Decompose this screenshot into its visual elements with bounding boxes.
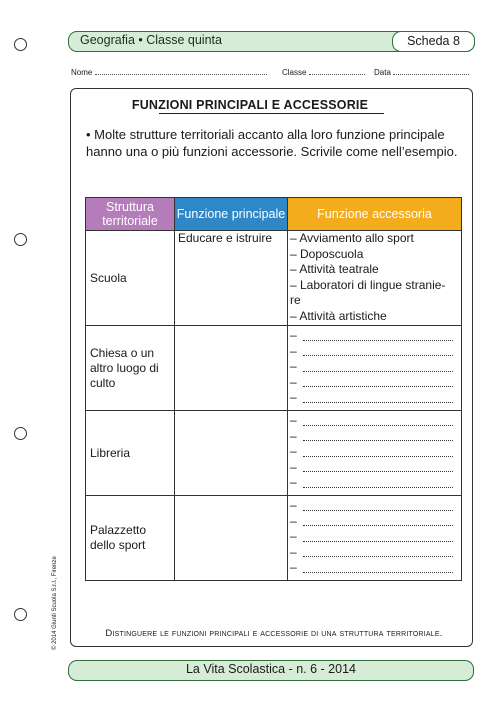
sheet-label: Scheda 8 <box>407 34 460 48</box>
dash-marker: – <box>290 390 297 405</box>
accessory-function-cell <box>288 231 462 326</box>
blank-answer-line[interactable] <box>288 475 461 491</box>
accessory-item: – Avviamento allo sport <box>290 231 414 245</box>
dash-marker: – <box>290 544 297 559</box>
dotted-blank[interactable] <box>303 392 453 403</box>
table-row <box>86 496 462 581</box>
copyright-notice: © 2014 Giunti Scuola S.r.l., Firenze <box>52 556 58 650</box>
blank-answer-line[interactable] <box>288 375 461 391</box>
date-label: Data <box>374 68 391 77</box>
dotted-blank[interactable] <box>303 546 453 557</box>
header-main-function: Funzione principale <box>175 198 288 231</box>
dash-marker: – <box>290 475 297 490</box>
date-blank[interactable] <box>393 67 469 75</box>
dash-marker: – <box>290 359 297 374</box>
structure-label: Scuola <box>90 270 127 285</box>
instruction-text: • Molte strutture territoriali accanto alla loro funzione principale hanno una o più funzioni accessorie. Scrivile come nell’esempio. <box>86 127 458 159</box>
dotted-blank[interactable] <box>303 562 453 573</box>
binder-hole <box>14 427 27 440</box>
blank-answer-line[interactable] <box>288 560 461 576</box>
dash-marker: – <box>290 529 297 544</box>
name-blank[interactable] <box>95 67 267 75</box>
class-blank[interactable] <box>309 67 365 75</box>
accessory-function-cell[interactable] <box>288 496 462 581</box>
blank-answer-line[interactable] <box>288 514 461 530</box>
table-row <box>86 326 462 411</box>
functions-table <box>85 197 462 581</box>
date-field[interactable] <box>374 67 469 77</box>
blank-answer-line[interactable] <box>288 359 461 375</box>
main-function-cell[interactable] <box>175 326 288 411</box>
blank-answer-line[interactable] <box>288 529 461 545</box>
blank-answer-line[interactable] <box>288 413 461 429</box>
structure-label: Chiesa o un altro luogo di culto <box>90 345 159 390</box>
dash-marker: – <box>290 459 297 474</box>
main-function-cell[interactable] <box>175 496 288 581</box>
dash-marker: – <box>290 428 297 443</box>
sheet-badge <box>392 31 475 52</box>
blank-answer-line[interactable] <box>288 545 461 561</box>
dash-marker: – <box>290 343 297 358</box>
blank-answer-line[interactable] <box>288 429 461 445</box>
dotted-blank[interactable] <box>303 446 453 457</box>
structure-label: Libreria <box>90 445 131 460</box>
structure-label: Palazzetto dello sport <box>90 523 147 552</box>
footer-instruction: Distinguere le funzioni principali e accessorie di una struttura territoriale. <box>105 628 443 639</box>
dotted-blank[interactable] <box>303 477 453 488</box>
class-label: Classe <box>282 68 307 77</box>
dash-marker: – <box>290 328 297 342</box>
subject-label: Geografia • Classe quinta <box>80 33 222 47</box>
blank-answer-line[interactable] <box>288 344 461 360</box>
name-label: Nome <box>71 68 93 77</box>
accessory-item: – Attività teatrale <box>290 262 379 277</box>
name-field[interactable] <box>71 67 267 77</box>
dotted-blank[interactable] <box>303 376 453 387</box>
dotted-blank[interactable] <box>303 430 453 441</box>
blank-answer-line[interactable] <box>288 498 461 514</box>
blank-answer-line[interactable] <box>288 444 461 460</box>
structure-cell <box>86 496 175 581</box>
main-function-label: Educare e istruire <box>178 231 273 245</box>
dash-marker: – <box>290 444 297 459</box>
dotted-blank[interactable] <box>303 515 453 526</box>
dotted-blank[interactable] <box>303 500 453 511</box>
structure-cell <box>86 231 175 326</box>
accessory-item: re <box>290 293 301 308</box>
table-row <box>86 411 462 496</box>
accessory-function-cell[interactable] <box>288 411 462 496</box>
header-structure: Struttura territoriale <box>86 198 175 231</box>
dash-marker: – <box>290 513 297 528</box>
accessory-item: – Attività artistiche <box>290 308 387 323</box>
dash-marker: – <box>290 560 297 575</box>
main-function-cell <box>175 231 288 326</box>
structure-cell <box>86 411 175 496</box>
accessory-item: – Doposcuola <box>290 246 364 261</box>
accessory-item: – Laboratori di lingue stranie- <box>290 277 446 292</box>
class-field[interactable] <box>282 67 365 77</box>
dotted-blank[interactable] <box>303 330 453 341</box>
title-underline <box>159 113 384 114</box>
dash-marker: – <box>290 498 297 512</box>
binder-hole <box>14 608 27 621</box>
binder-hole <box>14 38 27 51</box>
table-row <box>86 231 462 326</box>
dotted-blank[interactable] <box>303 345 453 356</box>
accessory-function-cell[interactable] <box>288 326 462 411</box>
dash-marker: – <box>290 413 297 427</box>
blank-answer-line[interactable] <box>288 460 461 476</box>
dotted-blank[interactable] <box>303 415 453 426</box>
dotted-blank[interactable] <box>303 461 453 472</box>
worksheet-title: FUNZIONI PRINCIPALI E ACCESSORIE <box>131 98 369 112</box>
dash-marker: – <box>290 374 297 389</box>
blank-answer-line[interactable] <box>288 328 461 344</box>
main-function-cell[interactable] <box>175 411 288 496</box>
footer-publication: La Vita Scolastica - n. 6 - 2014 <box>185 662 356 676</box>
structure-cell <box>86 326 175 411</box>
dotted-blank[interactable] <box>303 361 453 372</box>
blank-answer-line[interactable] <box>288 390 461 406</box>
dotted-blank[interactable] <box>303 531 453 542</box>
binder-hole <box>14 233 27 246</box>
header-accessory-function: Funzione accessoria <box>288 198 462 231</box>
